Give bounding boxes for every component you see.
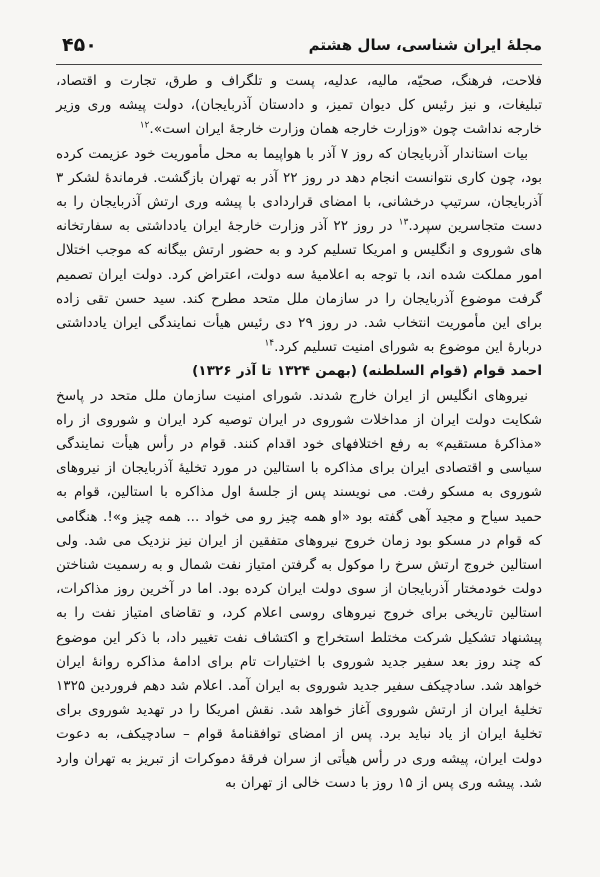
section-heading: احمد قوام (قوام السلطنه) (بهمن ۱۳۲۴ تا آذر ۱۳۲۶) [192, 363, 542, 380]
footnote-marker: ۱۳ [398, 217, 409, 228]
paragraph: فلاحت، فرهنگ، صحیّه، مالیه، عدلیه، پست و تلگراف و طرق، تجارت و اقتصاد، تبلیغات، و نیز رئیس کل دیوان تمیز، و دادستان آذربایجان)، دولت پیشه وری وزیر خارجه نداشت چون «وزارت خارجه همان وزارت خارجهٔ ایران است».$^{۱۲}$ [56, 73, 542, 138]
footnote-marker: ۱۲ [139, 120, 150, 131]
paragraph: بیات استاندار آذربایجان که روز ۷ آذر با هواپیما به محل مأموریت خود عزیمت کرده بود، چون کاری نتوانست انجام دهد در روز ۲۲ آذر به تهران بازگشت. فرماندهٔ لشکر ۳ آذربایجان، سرتیپ درخشانی، با امضای قراردادی با پیشه وری ارتش آذربایجان را به دست متجاسرین سپرد.$^{۱۳}$ در روز ۲۲ آذر وزارت خارجهٔ ایران یادداشتی به سفارتخانه های شوروی و انگلیس و امریکا تسلیم کرد و به حضور ارتش بیگانه که موجب اختلال امور مملکت شده اند، با توجه به اعلامیهٔ سه دولت، اعتراض کرد. دولت ایران تصمیم گرفت موضوع آذربایجان را در سازمان ملل متحد مطرح کند. سید حسن تقی زاده برای این مأموریت انتخاب شد. در روز ۲۹ دی رئیس هیأت نمایندگی ایران یادداشتی دربارهٔ این موضوع به شورای امنیت تسلیم کرد.$^{۱۴}$ [56, 145, 543, 356]
journal-title: مجلهٔ ایران شناسی، سال هشتم [308, 36, 542, 54]
paragraph: نیروهای انگلیس از ایران خارج شدند. شورای امنیت سازمان ملل متحد در پاسخ شکایت دولت ایران از مداخلات شوروی در ایران توصیه کرد ایران و شوروی از راه «مذاکرهٔ مستقیم» به رفع اختلافهای خود اقدام کنند. قوام در رأس هیأت نمایندگی سیاسی و اقتصادی ایران برای مذاکره با استالین در مورد تخلیهٔ آذربایجان از نیروهای شوروی به مسکو رفت. می نویسند پس از جلسهٔ اول مذاکره با استالین، قوام به حمید سیاح و مجید آهی گفته بود «او همه چیز رو می خواد ... همه چیز و»!. هنگامی که قوام در مسکو بود زمان خروج نیروهای متفقین از ایران نیز نزدیک می شد. ولی استالین خروج ارتش سرخ را موکول به گرفتن امتیاز نفت شمال و به رسمیت شناختن دولت خودمختار آذربایجان از سوی دولت ایران کرده بود. اما در آخرین روز مذاکرات، استالین تاریخی برای خروج نیروهای روسی اعلام کرد، و تقاضای امتیاز نفت را به پیشنهاد تشکیل شرکت مختلط استخراج و اکتشاف نفت تغییر داد، با ذکر این موضوع که چند روز بعد سفیر جدید شوروی با اختیارات تام برای ادامهٔ مذاکره روانهٔ ایران خواهد شد. سادچیکف سفیر جدید شوروی به ایران آمد. اعلام شد دهم فروردین ۱۳۲۵ تخلیهٔ ایران از ارتش شوروی آغاز خواهد شد. نقش امریکا را در تهدید شوروی برای تخلیهٔ ایران از یاد نباید برد. پس از امضای توافقنامهٔ قوام – سادچیکف، به دعوت دولت ایران، پیشه وری در رأس هیأتی از سران فرقهٔ دموکرات از تبریز به تهران وارد شد. پیشه وری پس از ۱۵ روز با دست خالی از تهران به [56, 387, 542, 791]
page-header [56, 34, 542, 65]
footnote-marker: ۱۴ [264, 338, 275, 349]
page-number: ۴۵۰ [62, 34, 97, 56]
article-body [56, 69, 542, 795]
